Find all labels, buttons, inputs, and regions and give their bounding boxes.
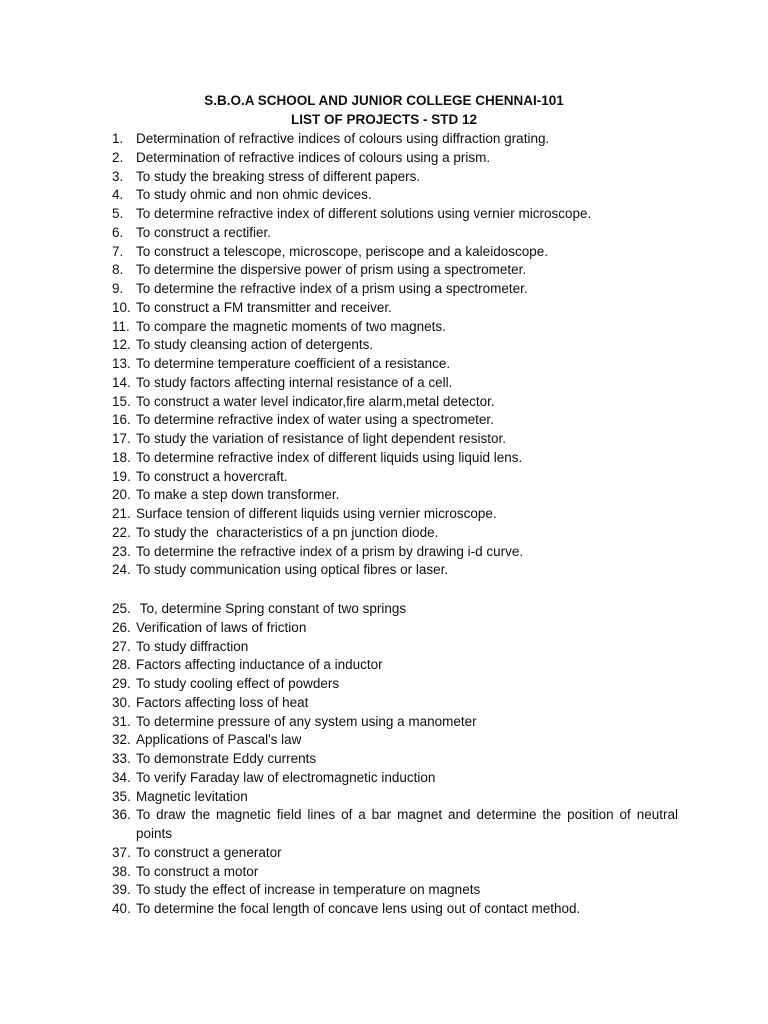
- list-item: [112, 543, 678, 562]
- list-item: [112, 638, 678, 657]
- item-number: 35.: [112, 788, 131, 804]
- item-number: 10.: [112, 299, 131, 315]
- item-number: 3.: [112, 168, 124, 184]
- item-text: To study cleansing action of detergents.: [136, 337, 374, 353]
- item-text: To study diffraction: [136, 638, 249, 654]
- item-text: To determine pressure of any system using a manometer: [136, 713, 477, 729]
- item-number: 23.: [112, 543, 131, 559]
- list-title: LIST OF PROJECTS - STD 12: [290, 112, 478, 127]
- item-number: 1.: [112, 131, 124, 146]
- project-list-part1: [112, 130, 678, 580]
- item-text: Factors affecting inductance of a inductor: [136, 657, 383, 673]
- item-text: To construct a hovercraft.: [136, 468, 288, 484]
- list-item: [112, 224, 678, 243]
- item-text: To study the breaking stress of different papers.: [136, 168, 421, 184]
- item-text: To construct a telescope, microscope, periscope and a kaleidoscope.: [136, 243, 548, 259]
- item-text: To demonstrate Eddy currents: [136, 751, 317, 766]
- item-number: 16.: [112, 412, 131, 428]
- list-item: [112, 486, 678, 505]
- item-text: To verify Faraday law of electromagnetic induction: [136, 769, 436, 785]
- item-text: To study the characteristics of a pn junction diode.: [136, 524, 439, 540]
- item-number: 24.: [112, 562, 131, 578]
- item-number: 15.: [112, 393, 131, 409]
- item-number: 18.: [112, 449, 131, 465]
- list-item: [112, 561, 678, 580]
- item-text: Determination of refractive indices of colours using a prism.: [136, 149, 491, 165]
- item-text: To determine the refractive index of a prism by drawing i-d curve.: [136, 543, 524, 559]
- list-item: [112, 694, 678, 713]
- item-number: 7.: [112, 243, 124, 259]
- list-item: [112, 186, 678, 205]
- item-number: 13.: [112, 356, 131, 371]
- item-number: 38.: [112, 863, 131, 879]
- item-text: To make a step down transformer.: [136, 487, 340, 503]
- list-item: [112, 844, 678, 863]
- list-item: [112, 374, 678, 393]
- item-number: 8.: [112, 262, 124, 278]
- list-item: [112, 205, 678, 224]
- school-title: S.B.O.A SCHOOL AND JUNIOR COLLEGE CHENNAI-101: [204, 93, 564, 108]
- list-item: [112, 619, 678, 638]
- list-item: [112, 788, 678, 807]
- list-item: [112, 299, 678, 318]
- item-text: To draw the magnetic field lines of a bar magnet and determine the position of neutral points: [136, 807, 682, 841]
- list-item: [112, 411, 678, 430]
- item-number: 28.: [112, 657, 131, 673]
- item-number: 19.: [112, 468, 131, 484]
- item-number: 2.: [112, 149, 124, 165]
- item-text: To study cooling effect of powders: [136, 676, 340, 691]
- item-number: 21.: [112, 506, 131, 521]
- item-text: To study ohmic and non ohmic devices.: [136, 187, 372, 203]
- list-item: [112, 261, 678, 280]
- item-text: To study the variation of resistance of light dependent resistor.: [136, 431, 506, 446]
- item-number: 31.: [112, 713, 131, 729]
- list-item: [112, 168, 678, 187]
- item-number: 14.: [112, 374, 131, 390]
- item-number: 6.: [112, 224, 124, 240]
- item-text: To construct a motor: [136, 863, 259, 879]
- item-text: To construct a generator: [136, 844, 282, 860]
- item-number: 11.: [112, 318, 130, 334]
- list-item: [112, 149, 678, 168]
- item-text: Factors affecting loss of heat: [136, 694, 309, 710]
- item-text: To study the effect of increase in temperature on magnets: [136, 882, 481, 898]
- item-number: 22.: [112, 524, 131, 540]
- list-item: [112, 713, 678, 732]
- list-item: [112, 750, 678, 769]
- item-text: To determine the focal length of concave lens using out of contact method.: [136, 901, 581, 916]
- list-item: [112, 524, 678, 543]
- item-text: To determine temperature coefficient of a resistance.: [136, 356, 451, 371]
- item-number: 40.: [112, 901, 131, 916]
- item-number: 37.: [112, 844, 131, 860]
- list-item: [112, 863, 678, 882]
- item-number: 17.: [112, 431, 131, 446]
- item-text: To determine the dispersive power of prism using a spectrometer.: [136, 262, 527, 278]
- item-text: To, determine Spring constant of two springs: [136, 601, 407, 616]
- list-item: [112, 468, 678, 487]
- list-item: [112, 336, 678, 355]
- item-text: To determine refractive index of different liquids using liquid lens.: [136, 449, 523, 465]
- list-item: [112, 900, 678, 919]
- item-text: To compare the magnetic moments of two magnets.: [136, 318, 446, 334]
- item-text: Verification of laws of friction: [136, 619, 307, 635]
- item-number: 25.: [112, 601, 131, 616]
- item-number: 20.: [112, 487, 131, 503]
- item-number: 4.: [112, 187, 124, 203]
- list-item: [112, 806, 682, 844]
- item-number: 5.: [112, 206, 124, 221]
- item-number: 9.: [112, 281, 124, 296]
- item-text: Magnetic levitation: [136, 788, 248, 804]
- item-number: 33.: [112, 751, 131, 766]
- list-item: [112, 675, 678, 694]
- item-text: To study factors affecting internal resistance of a cell.: [136, 374, 453, 390]
- item-number: 32.: [112, 732, 131, 748]
- item-number: 12.: [112, 337, 131, 353]
- list-item: [112, 318, 678, 337]
- list-item: [112, 243, 678, 262]
- item-text: To construct a FM transmitter and receiver.: [136, 299, 392, 315]
- list-item: [112, 600, 678, 619]
- item-text: To determine the refractive index of a prism using a spectrometer.: [136, 281, 528, 296]
- item-number: 39.: [112, 882, 131, 898]
- list-item: [112, 769, 678, 788]
- item-text: To construct a water level indicator,fire alarm,metal detector.: [136, 393, 495, 409]
- list-item: [112, 280, 678, 299]
- item-number: 27.: [112, 638, 131, 654]
- project-list-part2: [112, 600, 682, 919]
- list-item: [112, 449, 678, 468]
- list-item: [112, 731, 678, 750]
- item-text: To construct a rectifier.: [136, 224, 272, 240]
- item-text: Applications of Pascal's law: [136, 732, 302, 748]
- item-text: To determine refractive index of different solutions using vernier microscope.: [136, 206, 592, 221]
- list-item: [112, 355, 678, 374]
- item-number: 26.: [112, 619, 131, 635]
- item-text: To determine refractive index of water using a spectrometer.: [136, 412, 494, 428]
- list-item: [112, 393, 678, 412]
- list-item: [112, 505, 678, 524]
- item-number: 30.: [112, 694, 131, 710]
- item-text: Determination of refractive indices of colours using diffraction grating.: [136, 131, 550, 146]
- item-text: Surface tension of different liquids using vernier microscope.: [136, 506, 497, 521]
- item-number: 29.: [112, 676, 131, 691]
- list-item: [112, 656, 678, 675]
- item-number: 36.: [112, 807, 131, 823]
- list-item: [112, 430, 678, 449]
- list-item: [112, 881, 678, 900]
- list-item: [112, 130, 678, 149]
- item-number: 34.: [112, 769, 131, 785]
- item-text: To study communication using optical fibres or laser.: [136, 562, 449, 578]
